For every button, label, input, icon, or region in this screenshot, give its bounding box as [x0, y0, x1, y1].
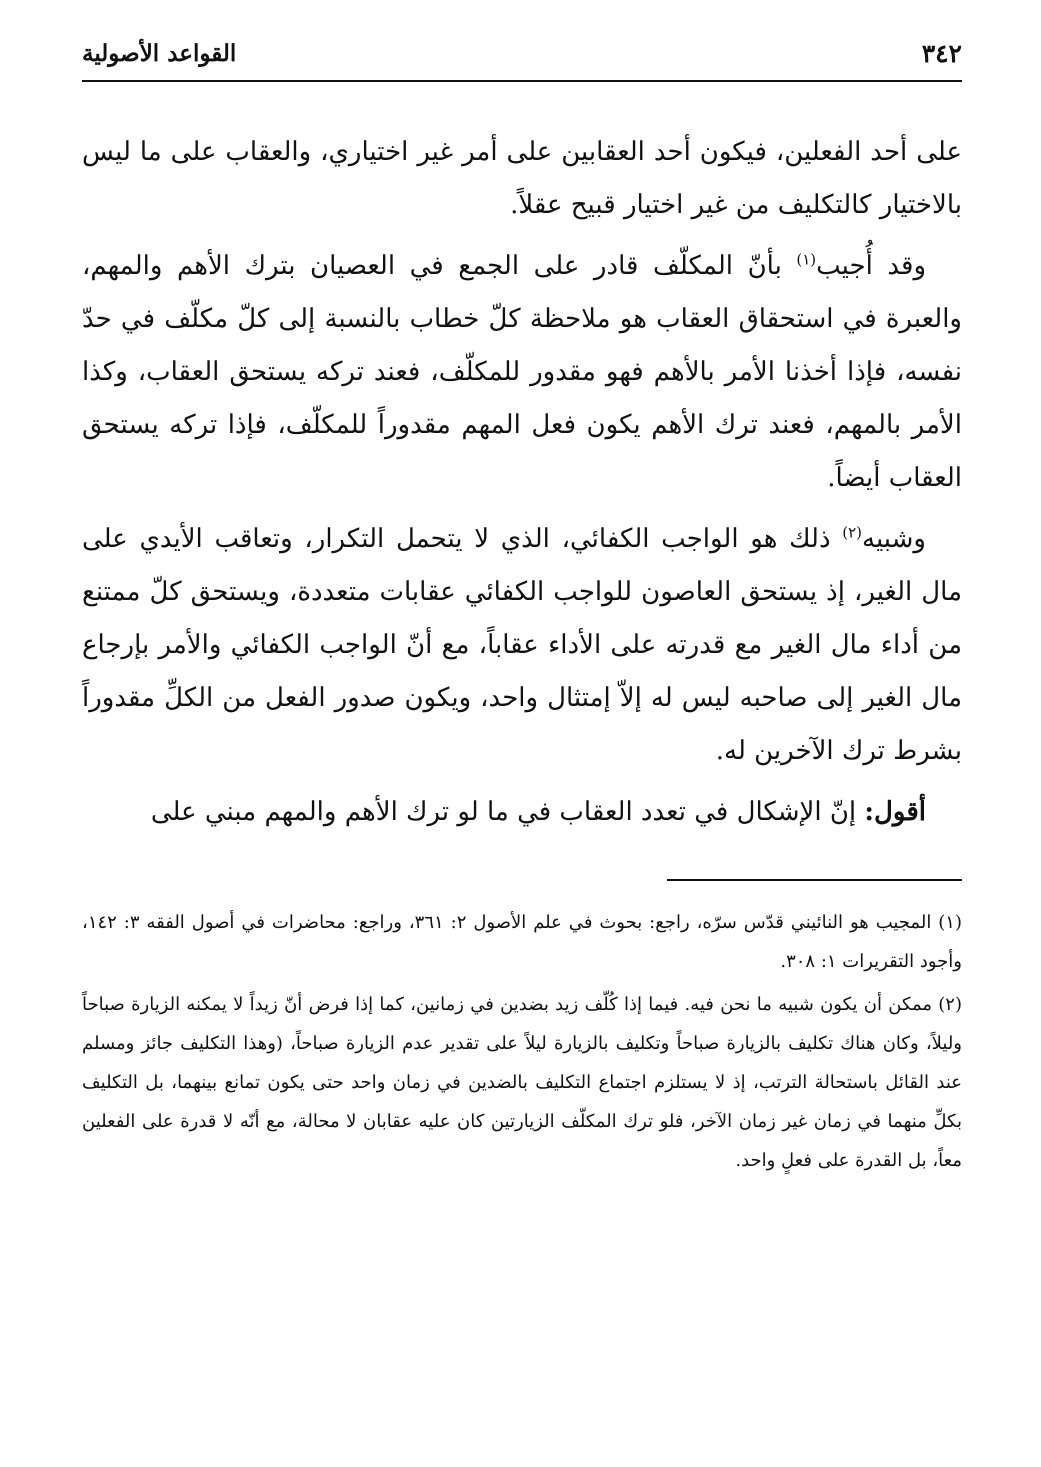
- page-number: ٣٤٢: [921, 38, 962, 68]
- footnote-1: (١) المجيب هو النائيني قدّس سرّه، راجع: بحوث في علم الأصول ٢: ٣٦١، وراجع: محاضرات في أصول الفقه ٣: ١٤٢، وأجود التقريرات ١: ٣٠٨.: [82, 912, 962, 972]
- footnotes: [82, 903, 962, 1180]
- paragraph-4-text: إنّ الإشكال في تعدد العقاب في ما لو ترك الأهم والمهم مبني على: [150, 797, 865, 827]
- footnote-2: (٢) ممكن أن يكون شبيه ما نحن فيه. فيما إذا كُلّف زيد بضدين في زمانين، كما إذا فرض أنّ زيداً لا يمكنه الزيارة صباحاً وليلاً، وكان هناك تكليف بالزيارة صباحاً وتكليف بالزيارة ليلاً على تقدير عدم الزيارة صباحاً، (وهذا التكليف جائز ومسلم عند القائل باستحالة الترتب، إذ لا يستلزم اجتماع التكليف بالضدين في زمان واحد حتى يكون تمانع بينهما، بل التكليف بكلِّ منهما في زمان غير زمان الآخر، فلو ترك المكلّف الزيارتين كان عليه عقابان لا محالة، مع أنّه لا قدرة على الفعلين معاً، بل القدرة على فعلٍ واحد.: [82, 994, 962, 1171]
- book-page: [82, 30, 962, 1440]
- book-title: القواعد الأصولية: [82, 39, 237, 67]
- header-divider: [82, 80, 962, 82]
- running-header: [82, 30, 962, 76]
- paragraph-3: [82, 513, 962, 778]
- paragraph-2: [82, 240, 962, 505]
- footnote-divider: [667, 879, 962, 881]
- paragraph-2-lead: وقد أُجيب: [816, 251, 927, 281]
- paragraph-3-lead: وشبيه: [862, 524, 926, 554]
- paragraph-3-text: ذلك هو الواجب الكفائي، الذي لا يتحمل التكرار، وتعاقب الأيدي على مال الغير، إذ يستحق العاصون للواجب الكفائي عقابات متعددة، ويستحق كلّ ممتنع من أداء مال الغير مع قدرته على الأداء عقاباً، مع أنّ الواجب الكفائي والأمر بإرجاع مال الغير إلى صاحبه ليس له إلاّ إمتثال واحد، ويكون صدور الفعل من الكلِّ مقدوراً بشرط ترك الآخرين له.: [82, 524, 962, 766]
- paragraph-2-text: بأنّ المكلّف قادر على الجمع في العصيان بترك الأهم والمهم، والعبرة في استحقاق العقاب هو ملاحظة كلّ خطاب بالنسبة إلى كلّ مكلّف في حدّ نفسه، فإذا أخذنا الأمر بالأهم فهو مقدور للمكلّف، فعند تركه يستحق العقاب، وكذا الأمر بالمهم، فعند ترك الأهم يكون فعل المهم مقدوراً للمكلّف، فإذا تركه يستحق العقاب أيضاً.: [82, 251, 962, 493]
- paragraph-4-lead: أقول:: [864, 797, 926, 827]
- footnote-ref-1: (١): [796, 250, 817, 269]
- footnote-ref-2: (٢): [842, 523, 863, 542]
- paragraph-4: [82, 786, 962, 839]
- paragraph-1: على أحد الفعلين، فيكون أحد العقابين على أمر غير اختياري، والعقاب على ما ليس بالاختيار كالتكليف من غير اختيار قبيح عقلاً.: [82, 137, 962, 220]
- main-text: [82, 126, 962, 839]
